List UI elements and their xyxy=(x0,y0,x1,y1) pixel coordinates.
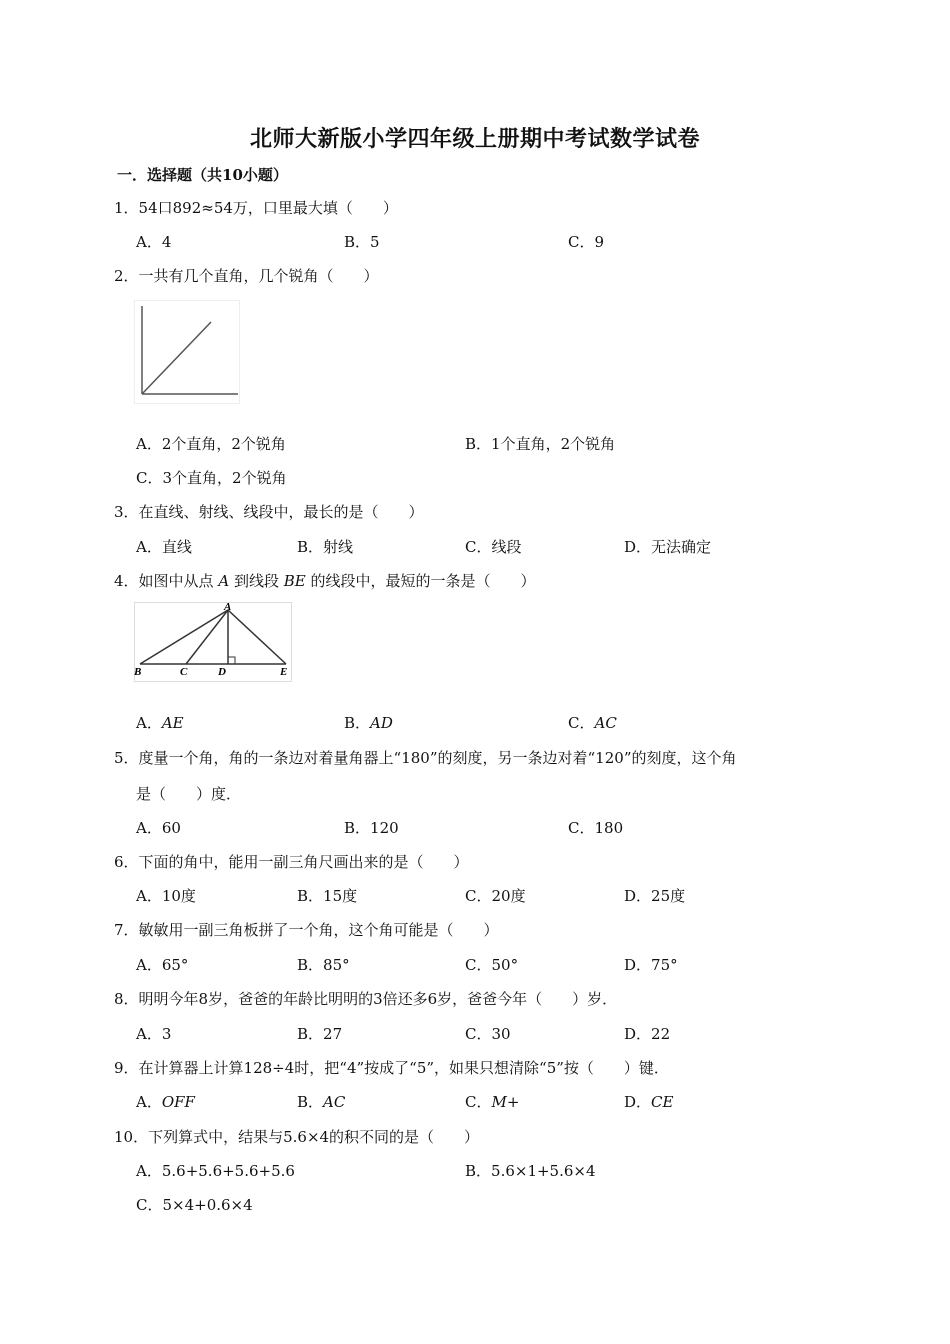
question-4: 4．如图中从点 A 到线段 BE 的线段中，最短的一条是（ ） xyxy=(114,572,536,590)
option-b[interactable]: B．AD xyxy=(344,714,393,732)
question-text: 如图中从点 xyxy=(138,572,214,590)
option-d[interactable]: D．22 xyxy=(624,1025,671,1043)
option-c[interactable]: C．50° xyxy=(465,956,519,974)
option-c[interactable]: C．30 xyxy=(465,1025,511,1043)
question-9 xyxy=(114,1058,669,1078)
question-number: 6． xyxy=(114,853,139,871)
option-b[interactable]: B．27 xyxy=(297,1025,343,1043)
question-text: 下列算式中，结果与5.6×4的积不同的是（ ） xyxy=(148,1128,480,1146)
question-5 xyxy=(114,748,737,768)
segment-ab xyxy=(140,610,228,664)
option-b[interactable]: B．85° xyxy=(297,956,350,974)
question-text: 在直线、射线、线段中，最长的是（ ） xyxy=(138,503,424,521)
option-c[interactable]: C．5×4+0.6×4 xyxy=(136,1196,253,1214)
segment-ae xyxy=(228,610,286,664)
option-b[interactable]: B．射线 xyxy=(297,538,354,556)
option-c[interactable]: C．20度 xyxy=(465,887,526,905)
question-1 xyxy=(114,198,398,218)
diagonal-ray xyxy=(142,322,211,394)
option-d[interactable]: D．CE xyxy=(624,1093,674,1111)
option-a[interactable]: A．5.6+5.6+5.6+5.6 xyxy=(136,1162,295,1180)
question-text: 敏敏用一副三角板拼了一个角，这个角可能是（ ） xyxy=(138,921,499,939)
option-a[interactable]: A．10度 xyxy=(136,887,196,905)
page-title: 北师大新版小学四年级上册期中考试数学试卷 xyxy=(249,126,700,152)
question-number: 9． xyxy=(114,1059,139,1077)
segment-ac xyxy=(186,610,228,664)
question-number: 10． xyxy=(114,1128,149,1146)
section-heading: 一．选择题（共10小题） xyxy=(117,166,288,184)
option-c[interactable]: C．AC xyxy=(568,714,617,732)
question-text: 54口892≈54万，口里最大填（ ） xyxy=(138,199,398,217)
question-text: 明明今年8岁，爸爸的年龄比明明的3倍还多6岁，爸爸今年（ ）岁． xyxy=(138,990,618,1008)
option-c[interactable]: C．M+ xyxy=(465,1093,520,1111)
question-number: 8． xyxy=(114,990,139,1008)
question-7 xyxy=(114,920,499,940)
option-b[interactable]: B．AC xyxy=(297,1093,346,1111)
question-10 xyxy=(114,1127,479,1147)
question-number: 4． xyxy=(114,572,139,590)
question-2 xyxy=(114,266,379,286)
label-d: D xyxy=(218,666,226,678)
option-c[interactable]: C．9 xyxy=(568,233,605,251)
option-a[interactable]: A．OFF xyxy=(136,1093,195,1111)
question-6 xyxy=(114,852,469,872)
option-a[interactable]: A．3 xyxy=(136,1025,172,1043)
triangle-figure xyxy=(134,602,292,682)
option-a[interactable]: A．AE xyxy=(136,714,184,732)
question-text: 一共有几个直角，几个锐角（ ） xyxy=(138,267,379,285)
question-3 xyxy=(114,502,424,522)
option-a[interactable]: A．65° xyxy=(136,956,189,974)
question-8 xyxy=(114,989,617,1009)
option-d[interactable]: D．25度 xyxy=(624,887,686,905)
question-number: 7． xyxy=(114,921,139,939)
question-number: 5． xyxy=(114,749,139,767)
label-e: E xyxy=(280,666,288,678)
question-text: 在计算器上计算128÷4时，把“4”按成了“5”，如果只想清除“5”按（ ）键． xyxy=(138,1059,669,1077)
segment-label: BE xyxy=(283,572,306,590)
question-number: 2． xyxy=(114,267,139,285)
option-d[interactable]: D．75° xyxy=(624,956,678,974)
option-b[interactable]: B．5 xyxy=(344,233,380,251)
option-b[interactable]: B．1个直角，2个锐角 xyxy=(465,435,616,453)
question-number: 3． xyxy=(114,503,139,521)
label-c: C xyxy=(180,666,188,678)
right-angle-mark xyxy=(228,657,235,664)
question-5-continued: 是（ ）度． xyxy=(136,785,242,803)
option-a[interactable]: A．2个直角，2个锐角 xyxy=(136,435,286,453)
question-text: 下面的角中，能用一副三角尺画出来的是（ ） xyxy=(138,853,469,871)
option-c[interactable]: C．线段 xyxy=(465,538,522,556)
option-b[interactable]: B．5.6×1+5.6×4 xyxy=(465,1162,596,1180)
point-a-label: A xyxy=(218,572,230,590)
label-a: A xyxy=(224,602,232,613)
option-c[interactable]: C．180 xyxy=(568,819,624,837)
option-a[interactable]: A．60 xyxy=(136,819,181,837)
option-a[interactable]: A．直线 xyxy=(136,538,192,556)
question-text: 度量一个角，角的一条边对着量角器上“180”的刻度，另一条边对着“120”的刻度，这个角 xyxy=(138,749,737,767)
angle-figure xyxy=(134,300,240,404)
option-d[interactable]: D．无法确定 xyxy=(624,538,712,556)
option-c[interactable]: C．3个直角，2个锐角 xyxy=(136,469,287,487)
option-b[interactable]: B．15度 xyxy=(297,887,358,905)
label-b: B xyxy=(134,666,142,678)
question-number: 1． xyxy=(114,199,139,217)
option-b[interactable]: B．120 xyxy=(344,819,399,837)
option-a[interactable]: A．4 xyxy=(136,233,172,251)
